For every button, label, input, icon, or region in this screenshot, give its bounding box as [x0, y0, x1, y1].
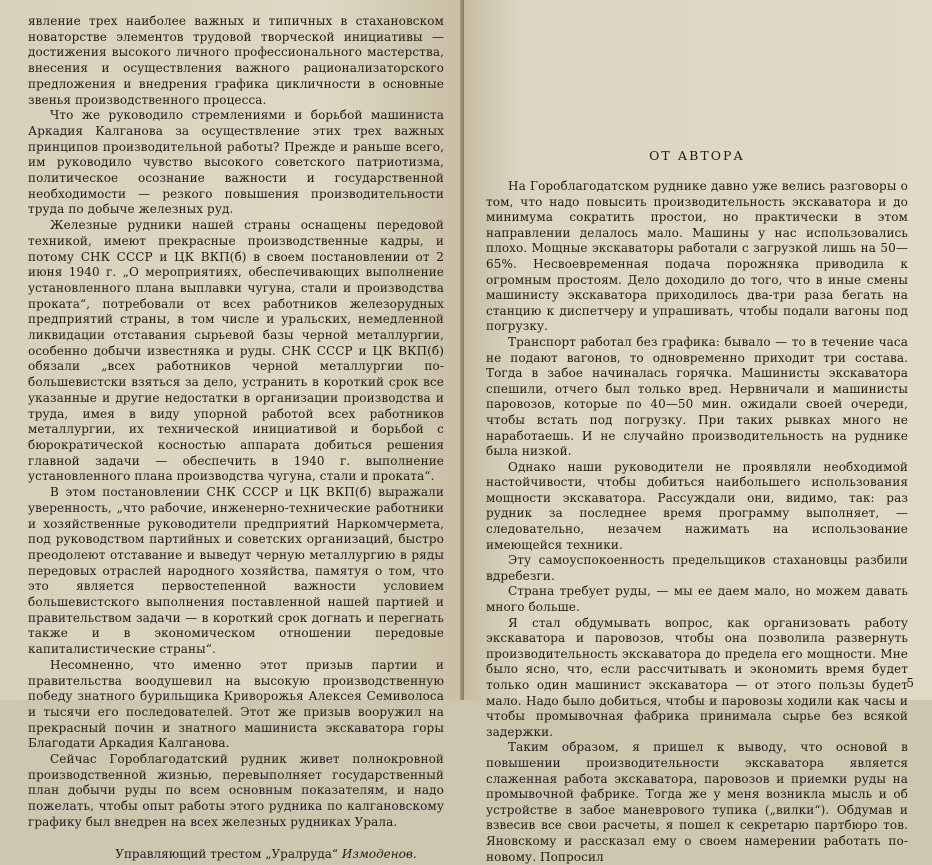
left-paragraph-2: Что же руководило стремлениями и борьбой машиниста Аркадия Калганова за осуществление этих трех важных принципов производительной работы? Прежде и раньше всего, им руководило чувство высокого советского патриотизма, политическое осознание важности и государственной необходимости — резкого повышения производительности труда по добыче железных руд. [28, 108, 444, 217]
right-paragraph-3: Однако наши руководители не проявляли необходимой настойчивости, чтобы добиться наибольшего использования мощности экскаватора. Рассуждали они, видимо, так: раз рудник за последнее время программу выполняет, — следовательно, незачем нажимать на использование имеющейся техники. [486, 459, 908, 552]
left-paragraph-6: Сейчас Гороблагодатский рудник живет полнокровной производственной жизнью, перевыполняет государственный план добычи руды по всем основным показателям, и надо пожелать, чтобы опыт работы этого рудника по калгановскому графику был внедрен на всех железных рудниках Урала. [28, 752, 444, 829]
left-paragraph-4: В этом постановлении СНК СССР и ЦК ВКП(б) выражали уверенность, „что рабочие, инженерно-технические работники и хозяйственные руководители предприятий Наркомчермета, под руководством партийных и советских организаций, быстро преодолеют отставание и выведут черную металлургию в ряды передовых отраслей народного хозяйства, памятуя о том, что это является первостепенной важности условием большевистского выполнения поставленной нашей партией и правительством задачи — в короткий срок догнать и перегнать также и в экономическом отношении передовые капиталистические страны“. [28, 485, 444, 657]
right-paragraph-5: Страна требует руды, — мы ее даем мало, но можем давать много больше. [486, 584, 908, 615]
section-heading: ОТ АВТОРА [649, 148, 745, 163]
signature-name: Измоденов. [341, 846, 417, 861]
left-page [0, 0, 462, 861]
right-page [464, 0, 932, 864]
signature-title: Управляющий трестом „Уралруда“ [115, 846, 339, 861]
right-paragraph-7: Таким образом, я пришел к выводу, что основой в повышении производительности экскаватора является слаженная работа экскаватора, паровозов и приемки руды на промывочной фабрике. Тогда же у меня возникла мысль и об устройстве в забое маневрового тупика („вилки“). Обдумав и взвесив все свои расчеты, я пошел к секретарю партбюро тов. Яновскому и рассказал ему о своем намерении работать по-новому. Попросил [486, 740, 908, 864]
left-paragraph-1: явление трех наиболее важных и типичных в стахановском новаторстве элементов трудовой творческой инициативы — достижения высокого личного профессионального мастерства, внесения и осуществления важного рационализаторского предложения и внедрения графика цикличности в основные звенья производственного процесса. [28, 14, 444, 107]
right-paragraph-2: Транспорт работал без графика: бывало — то в течение часа не подают вагонов, то одновременно приходит три состава. Тогда в забое начиналась горячка. Машинисты экскаватора спешили, отчего был только вред. Нервничали и машинисты паровозов, которые по 40—50 мин. ожидали своей очереди, чтобы встать под погрузку. При таких рывках много не наработаешь. И не случайно производительность на руднике была низкой. [486, 334, 908, 459]
right-paragraph-1: На Гороблагодатском руднике давно уже велись разговоры о том, что надо повысить производительность экскаватора и до минимума сократить простои, но практически в этом направлении делалось мало. Машины у нас использовались плохо. Мощные экскаваторы работали с загрузкой лишь на 50—65%. Несвоевременная подача порожняка приводила к огромным простоям. Дело доходило до того, что в иные смены машинисту экскаватора приходилось два-три раза бегать на станцию к диспетчеру и упрашивать, чтобы подали вагоны под погрузку. [486, 179, 908, 334]
signature [28, 847, 444, 861]
right-paragraph-4: Эту самоуспокоенность предельщиков стахановцы разбили вдребезги. [486, 553, 908, 583]
left-paragraph-3: Железные рудники нашей страны оснащены передовой техникой, имеют прекрасные производственные кадры, и потому СНК СССР и ЦК ВКП(б) в своем постановлении от 2 июня 1940 г. „О мероприятиях, обеспечивающих выполнение установленного плана выплавки чугуна, стали и производства проката“, потребовали от всех работников железорудных предприятий страны, в том числе и уральских, немедленной ликвидации отставания сырьевой базы черной металлургии, особенно добычи известняка и руды. СНК СССР и ЦК ВКП(б) обязали „всех работников черной металлургии по-большевистски взяться за дело, устранить в короткий срок все указанные и другие недостатки в организации производства и труда, имея в виду упорной работой всех работников металлургии, их технической инициативой и борьбой с бюрократической косностью аппарата добиться решения главной задачи — обеспечить в 1940 г. выполнение установленного плана производства чугуна, стали и проката“. [28, 218, 444, 484]
left-paragraph-5: Несомненно, что именно этот призыв партии и правительства воодушевил на высокую производственную победу знатного бурильщика Криворожья Алексея Семиволоса и тысячи его последователей. Этот же призыв вооружил на прекрасный почин и знатного машиниста экскаватора горы Благодати Аркадия Калганова. [28, 657, 444, 751]
page-number: 5 [906, 676, 914, 690]
right-paragraph-6: Я стал обдумывать вопрос, как организовать работу экскаватора и паровозов, чтобы она позволила развернуть производительность экскаватора до предела его мощности. Мне было ясно, что, если рассчитывать и экономить время будет только один машинист экскаватора — от этого пользы будет мало. Надо было добиться, чтобы и паровозы ходили как часы и чтобы промывочная фабрика принимала сырье без всякой задержки. [486, 615, 908, 739]
